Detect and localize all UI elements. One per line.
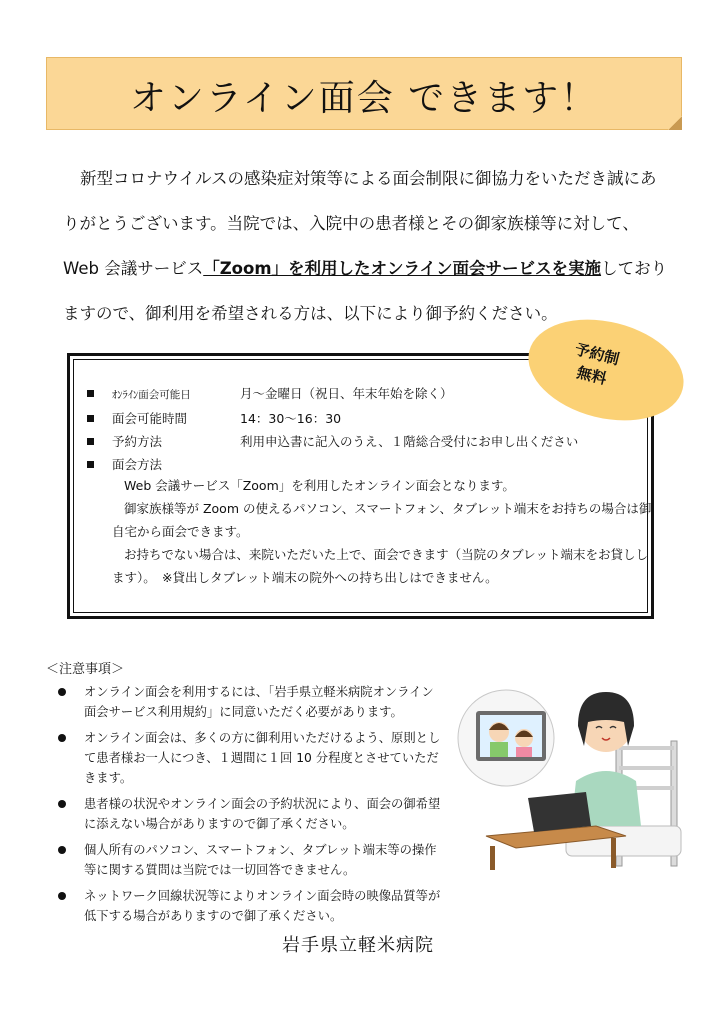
- method-paragraph-3: お持ちでない場合は、来院いただいた上で、面会できます（当院のタブレット端末をお貸しします）。 ※貸出しタブレット端末の院外への持ち出しはできません。: [112, 547, 649, 585]
- notes-heading: ＜注意事項＞: [46, 662, 125, 677]
- method-text: [84, 474, 657, 589]
- method-paragraph-1: Web 会議サービス「Zoom」を利用したオンライン面会となります。: [124, 478, 515, 493]
- reserve-value: 利用申込書に記入のうえ、１階総合受付にお申し出ください: [240, 434, 579, 449]
- intro-text: [63, 156, 668, 336]
- bullet-icon: [58, 734, 66, 742]
- note-text: 患者様の状況やオンライン面会の予約状況により、面会の御希望に添えない場合がありますので御了承ください。: [84, 797, 441, 831]
- bullet-icon: [58, 800, 66, 808]
- bullet-icon: [58, 688, 66, 696]
- hospital-name: 岩手県立軽米病院: [282, 935, 434, 956]
- intro-part1: 新型コロナウイルスの感染症対策等による面会制限に御協力をいただき誠にありがとうございます。当院では、入院中の患者様とその御家族様等に対して、Web 会議サービス: [63, 169, 657, 278]
- badge-line-1: 予約制: [573, 340, 622, 369]
- badge-line-2: 無料: [574, 363, 609, 389]
- note-text: ネットワーク回線状況等によりオンライン面会時の映像品質等が低下する場合がありますので御了承ください。: [84, 889, 441, 923]
- method-paragraph-2: 御家族様等が Zoom の使えるパソコン、スマートフォン、タブレット端末をお持ちの場合は御自宅から面会できます。: [112, 501, 652, 539]
- banner-fold: [668, 116, 682, 130]
- square-bullet-icon: [87, 390, 94, 397]
- square-bullet-icon: [87, 461, 94, 468]
- note-item: [56, 886, 446, 926]
- method-label: 面会方法: [112, 457, 163, 472]
- intro-part2: しておりますので、御利用を希望される方は、以下により御予約ください。: [63, 259, 668, 323]
- square-bullet-icon: [87, 438, 94, 445]
- bullet-icon: [58, 892, 66, 900]
- family-video-bubble-icon: [458, 690, 554, 786]
- notes-list: [56, 682, 446, 932]
- time-value: 14：30～16：30: [240, 411, 342, 426]
- page-title: オンライン面会 できます！: [129, 78, 599, 119]
- bullet-icon: [58, 846, 66, 854]
- title-banner: [46, 57, 682, 130]
- note-item: [56, 840, 446, 880]
- note-text: オンライン面会を利用するには、「岩手県立軽米病院オンライン面会サービス利用規約」に同意いただく必要があります。: [84, 685, 434, 719]
- time-label: 面会可能時間: [112, 411, 188, 426]
- reserve-label: 予約方法: [112, 434, 163, 449]
- note-text: 個人所有のパソコン、スマートフォン、タブレット端末等の操作等に関する質問は当院では一切回答できません。: [84, 843, 437, 877]
- hours-value: 月～金曜日（祝日、年末年始を除く）: [240, 386, 453, 401]
- info-item-time: [84, 407, 644, 430]
- info-item-method: [84, 453, 644, 476]
- hours-label: ｵﾝﾗｲﾝ面会可能日: [112, 389, 191, 401]
- intro-highlight: 「Zoom」を利用したオンライン面会サービスを実施: [203, 259, 602, 278]
- video-call-illustration: [456, 686, 686, 871]
- note-item: [56, 728, 446, 788]
- square-bullet-icon: [87, 415, 94, 422]
- note-item: [56, 794, 446, 834]
- note-item: [56, 682, 446, 722]
- info-item-reserve: [84, 430, 644, 453]
- note-text: オンライン面会は、多くの方に御利用いただけるよう、原則として患者様お一人につき、１週間に１回 10 分程度とさせていただきます。: [84, 731, 441, 785]
- badge-text: [567, 338, 621, 392]
